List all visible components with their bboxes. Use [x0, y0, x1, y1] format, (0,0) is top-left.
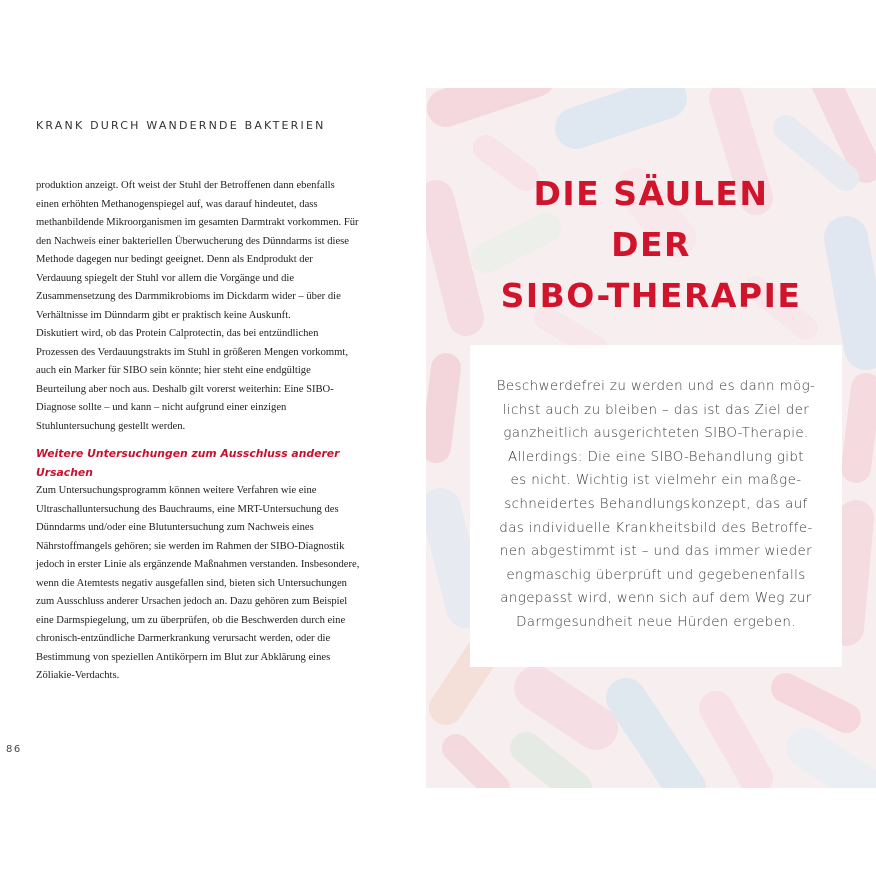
paragraph: produktion anzeigt. Oft weist der Stuhl der Betroffenen dann ebenfalls einen erhöhten Methanogenspiegel auf, was darauf hindeutet, dass methanbildende Mikroorganismen im gesamten Darmtrakt vorkommen. Für den Nachweis einer bakteriellen Überwucherung des Dünndarms ist diese Methode dagegen nur bedingt geeignet. Denn als Endprodukt der Verdauung spiegelt der Stuhl vor allem die Vorgänge und die Zusammensetzung des Darmmikrobioms im Dickdarm wider – über die Verhältnisse im Dünndarm gibt er praktisch keine Auskunft. [36, 180, 359, 321]
paragraph: Diskutiert wird, ob das Protein Calprotectin, das bei entzündlichen Prozessen des Verdauungstrakts im Stuhl in größeren Mengen vorkommt, auch ein Marker für SIBO sein könnte; hier steht eine endgültige Beurteilung aber noch aus. Deshalb gilt vorerst weiterhin: Eine SIBO-Diagnose sollte – und kann – nicht aufgrund einer einzigen Stuhluntersuchung gestellt werden. [36, 328, 348, 432]
info-box [470, 345, 842, 667]
right-page [426, 88, 876, 788]
running-head: KRANK DURCH WANDERNDE BAKTERIEN [36, 119, 326, 132]
left-page [0, 0, 426, 876]
info-line: ganzheitlich ausgerichteten SIBO-Therapie. [503, 426, 809, 442]
subheading: Weitere Untersuchungen zum Ausschluss anderer Ursachen [36, 447, 340, 479]
info-line: es nicht. Wichtig ist vielmehr ein maßge- [510, 473, 802, 489]
info-text [484, 375, 828, 635]
info-line: schneidertes Behandlungskonzept, das auf [504, 496, 808, 512]
info-line: nen abgestimmt ist – und das immer wieder [499, 544, 813, 560]
page-number: 86 [6, 744, 22, 755]
title-line: SIBO-THERAPIE [500, 276, 802, 315]
info-line: Allerdings: Die eine SIBO-Behandlung gibt [508, 449, 804, 465]
info-line: Beschwerdefrei zu werden und es dann mög- [496, 379, 816, 394]
info-line: engmaschig überprüft und gegebenenfalls [506, 567, 806, 583]
title-line: DER [611, 225, 691, 264]
info-line: lichst auch zu bleiben – das ist das Ziel der [502, 402, 810, 418]
info-line: angepasst wird, wenn sich auf dem Weg zur [500, 591, 812, 607]
body-text [36, 177, 360, 686]
info-line: Darmgesundheit neue Hürden ergeben. [516, 614, 796, 630]
feature-title [426, 168, 876, 321]
paragraph: Zum Untersuchungsprogramm können weitere Verfahren wie eine Ultraschalluntersuchung des Bauchraums, eine MRT-Untersuchung des Dünndarms und/oder eine Blutuntersuchung zum Nachweis eines Nährstoffmangels gehören; sie werden im Rahmen der SIBO-Diagnostik jedoch in erster Linie als ergänzende Maßnahmen verstanden. Insbesondere, wenn die Atemtests negativ ausgefallen sind, bieten sich Untersuchungen zum Ausschluss anderer Ursachen jedoch an. Dazu gehören zum Beispiel eine Darmspiegelung, um zu überprüfen, ob die Beschwerden durch eine chronisch-entzündliche Darmerkrankung verursacht werden, oder die Bestimmung von speziellen Antikörpern im Blut zur Abklärung eines Zöliakie-Verdachts. [36, 485, 360, 681]
info-line: das individuelle Krankheitsbild des Betroffe- [499, 520, 813, 536]
title-line: DIE SÄULEN [533, 174, 769, 213]
